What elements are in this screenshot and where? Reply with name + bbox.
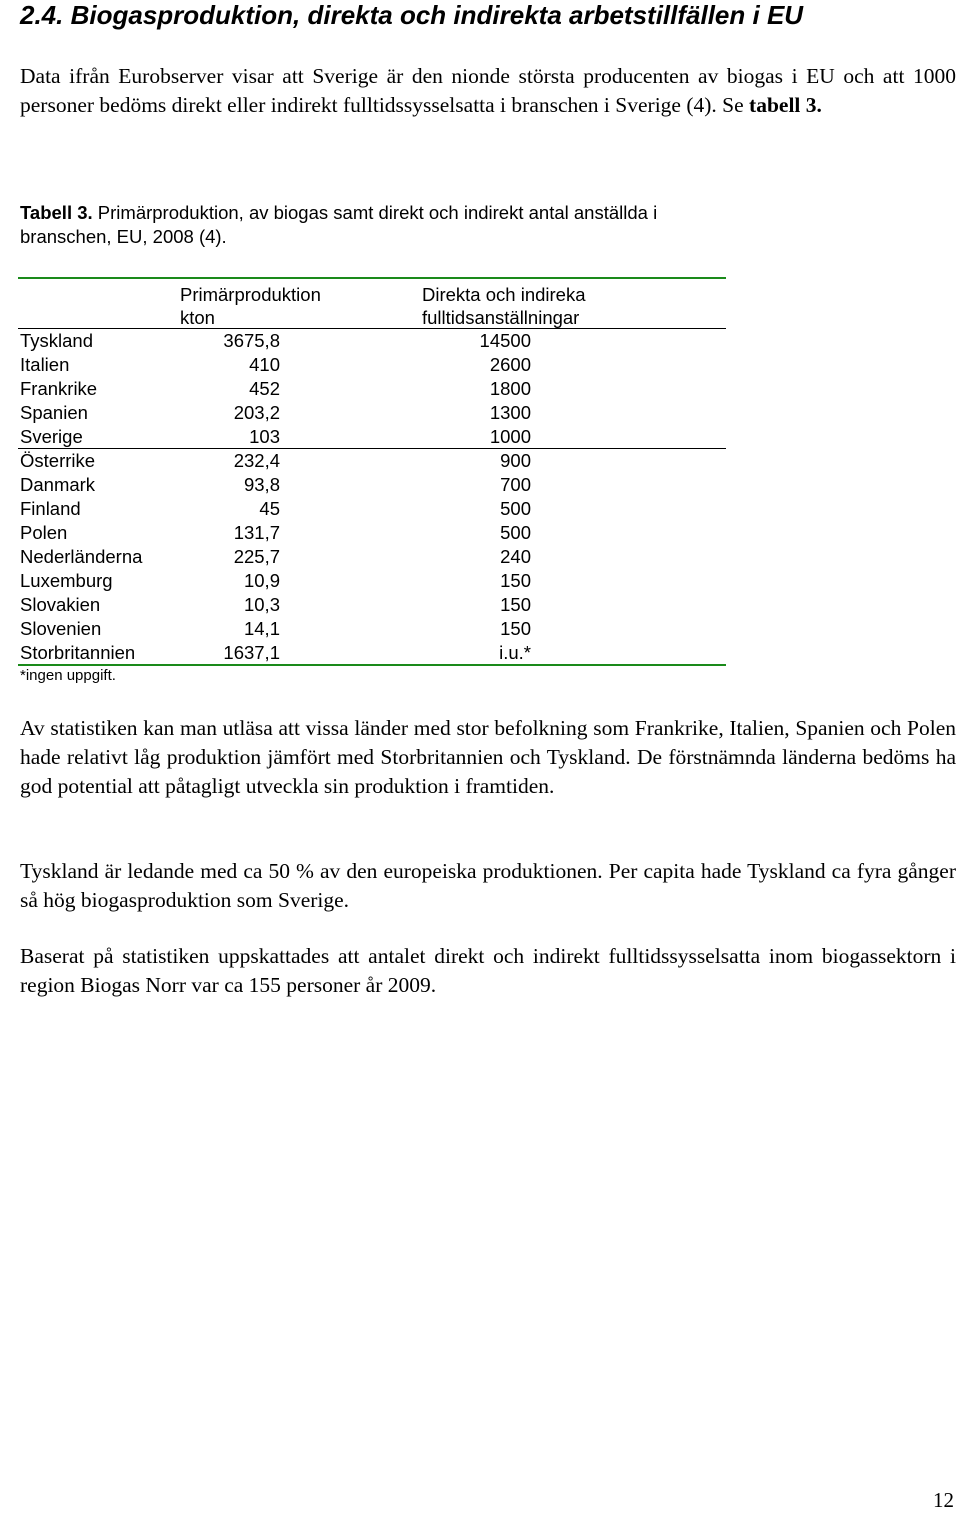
cell-country: Österrike — [20, 450, 96, 472]
table-header — [18, 279, 726, 328]
cell-jobs: 150 — [500, 593, 531, 615]
header-jobs — [422, 283, 586, 329]
table-caption-text: Primärproduktion, av biogas samt direkt och indirekt antal anställda i branschen, EU, 2008 (4). — [20, 202, 658, 247]
cell-country: Storbritannien — [20, 641, 136, 663]
cell-jobs: 900 — [500, 450, 531, 472]
cell-country: Italien — [20, 353, 70, 375]
table-row — [18, 377, 726, 401]
cell-production: 3675,8 — [223, 330, 280, 351]
cell-country: Slovakien — [20, 593, 101, 615]
cell-production: 10,9 — [243, 569, 280, 591]
intro-paragraph — [20, 62, 956, 120]
table-body — [18, 329, 726, 664]
biogas-table — [18, 277, 726, 666]
table-bottom-rule — [18, 664, 726, 666]
cell-country: Slovenien — [20, 617, 102, 639]
cell-jobs: 14500 — [479, 330, 531, 351]
paragraph-1: Av statistiken kan man utläsa att vissa länder med stor befolkning som Frankrike, Italien, Spanien och Polen hade relativt låg produktion jämfört med Storbritannien och Tyskland. De förstnämnda länderna bedöms ha god potential att påtagligt utveckla sin produktion i framtiden. — [20, 716, 956, 798]
table-row — [18, 401, 726, 425]
cell-jobs: 150 — [500, 617, 531, 639]
cell-jobs: 2600 — [489, 353, 531, 375]
cell-country: Polen — [20, 522, 68, 544]
cell-country: Finland — [20, 498, 81, 520]
table-row — [18, 545, 726, 569]
cell-country: Tyskland — [20, 330, 94, 351]
cell-production: 1637,1 — [223, 641, 280, 663]
cell-country: Danmark — [20, 474, 96, 496]
table-row — [18, 497, 726, 521]
cell-production: 45 — [259, 498, 280, 520]
table-caption-label: Tabell 3. — [20, 202, 93, 223]
cell-production: 93,8 — [243, 474, 280, 496]
header-production — [180, 283, 321, 329]
table-row — [18, 353, 726, 377]
cell-jobs: 500 — [500, 522, 531, 544]
table-row — [18, 617, 726, 641]
cell-production: 103 — [249, 425, 280, 447]
paragraph-2: Tyskland är ledande med ca 50 % av den europeiska produktionen. Per capita hade Tyskland ca fyra gånger så hög biogasproduktion som Sverige. — [20, 859, 956, 912]
cell-production: 452 — [249, 377, 280, 399]
cell-jobs: i.u.* — [499, 641, 531, 663]
cell-jobs: 150 — [500, 569, 531, 591]
table-row — [18, 449, 726, 473]
paragraph-3: Baserat på statistiken uppskattades att antalet direkt och indirekt fulltidssysselsatta inom biogassektorn i region Biogas Norr var ca 155 personer år 2009. — [20, 944, 956, 997]
cell-country: Nederländerna — [20, 546, 143, 568]
intro-text: Data ifrån Eurobserver visar att Sverige är den nionde största producenten av biogas i EU och att 1000 personer bedöms direkt eller indirekt fulltidssysselsatta i branschen i Sverige (4). Se — [20, 64, 956, 117]
cell-production: 410 — [249, 353, 280, 375]
table-row — [18, 641, 726, 665]
cell-production: 232,4 — [233, 450, 280, 472]
intro-table-ref: tabell 3. — [749, 93, 822, 117]
page-number: 12 — [933, 1488, 954, 1512]
cell-country: Frankrike — [20, 377, 98, 399]
cell-country: Luxemburg — [20, 569, 113, 591]
table-caption — [20, 201, 740, 249]
cell-jobs: 500 — [500, 498, 531, 520]
cell-jobs: 1000 — [489, 425, 531, 447]
section-heading: 2.4. Biogasproduktion, direkta och indirekta arbetstillfällen i EU — [20, 0, 804, 30]
table-row — [18, 569, 726, 593]
table-row — [18, 473, 726, 497]
cell-production: 225,7 — [233, 546, 280, 568]
cell-country: Sverige — [20, 425, 83, 447]
table-row — [18, 521, 726, 545]
cell-jobs: 700 — [500, 474, 531, 496]
header-jobs-line1: Direkta och indireka — [422, 284, 586, 305]
table-row — [18, 425, 726, 450]
cell-production: 131,7 — [233, 522, 280, 544]
table-row — [18, 593, 726, 617]
cell-jobs: 1300 — [489, 401, 531, 423]
header-production-line1: Primärproduktion — [180, 284, 321, 305]
header-jobs-line2: fulltidsanställningar — [422, 307, 580, 328]
table-footnote: *ingen uppgift. — [20, 667, 116, 684]
cell-jobs: 240 — [500, 546, 531, 568]
cell-country: Spanien — [20, 401, 88, 423]
table-row — [18, 329, 726, 353]
cell-jobs: 1800 — [489, 377, 531, 399]
cell-production: 14,1 — [243, 617, 280, 639]
header-production-unit: kton — [180, 307, 215, 328]
cell-production: 203,2 — [233, 401, 280, 423]
cell-production: 10,3 — [243, 593, 280, 615]
